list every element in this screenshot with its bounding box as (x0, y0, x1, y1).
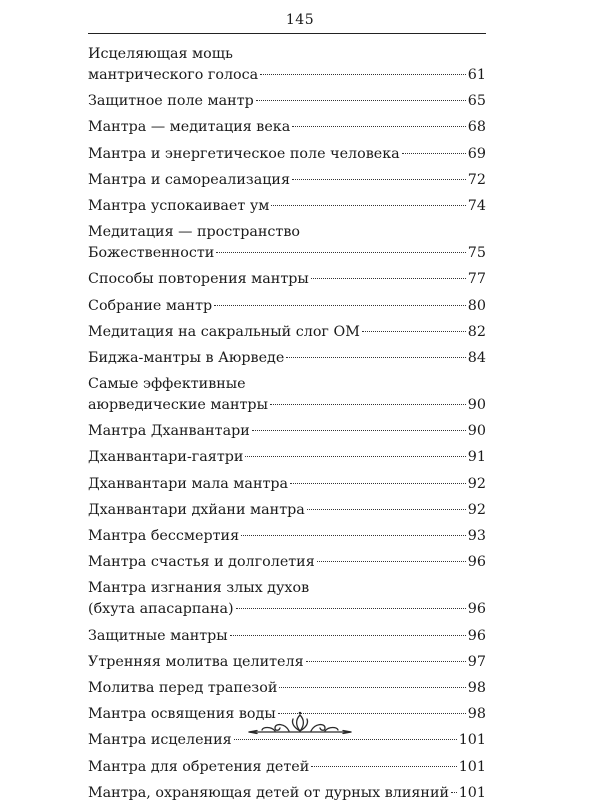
toc-entry-title: Мантра и энергетическое поле человека (88, 145, 400, 162)
toc-entry[interactable] (88, 447, 486, 468)
toc-entry-title: Способы повторения мантры (88, 271, 309, 288)
dot-leader (311, 278, 466, 279)
toc-entry-title: Дханвантари дхйани мантра (88, 501, 305, 518)
toc-entry-line (88, 170, 486, 191)
toc-entry-page: 101 (458, 784, 486, 801)
toc-entry-line (88, 91, 486, 112)
toc-entry-title: Мантра изгнания злых духов (88, 580, 310, 597)
toc-entry-page: 65 (467, 93, 486, 110)
toc-entry-line (88, 395, 486, 416)
toc-entry-page: 80 (467, 297, 486, 314)
dot-leader (260, 74, 466, 75)
dot-leader (402, 153, 466, 154)
toc-entry[interactable] (88, 500, 486, 521)
toc-entry-title: аюрведические мантры (88, 397, 268, 414)
dot-leader (252, 430, 466, 431)
toc-entry-line (88, 117, 486, 138)
dot-leader (311, 766, 456, 767)
dot-leader (279, 687, 465, 688)
toc-entry[interactable] (88, 552, 486, 573)
toc-entry[interactable] (88, 421, 486, 442)
toc-entry-title: Собрание мантр (88, 297, 213, 314)
toc-entry-page: 96 (467, 601, 486, 618)
toc-entry-page: 75 (467, 245, 486, 262)
toc-entry-line (88, 447, 486, 468)
toc-entry-title: Защитные мантры (88, 627, 228, 644)
toc-entry-title: Мантра, охраняющая детей от дурных влияний (88, 784, 450, 801)
toc-entry-title: Мантра успокаивает ум (88, 197, 270, 214)
toc-entry-title: Дханвантари мала мантра (88, 475, 289, 492)
toc-entry-line (88, 474, 486, 495)
dot-leader (307, 509, 466, 510)
toc-entry[interactable] (88, 652, 486, 673)
toc-entry[interactable] (88, 783, 486, 804)
toc-entry-title: Мантра для обретения детей (88, 758, 310, 775)
toc-entry-page: 77 (467, 271, 486, 288)
toc-entry-line (88, 552, 486, 573)
toc-entry-page: 72 (467, 171, 486, 188)
dot-leader (230, 635, 466, 636)
dot-leader (292, 126, 466, 127)
toc-entry-page: 91 (467, 449, 486, 466)
toc-entry-title: Исцеляющая мощь (88, 46, 233, 62)
toc-entry-line (88, 196, 486, 217)
toc-entry[interactable] (88, 44, 486, 86)
toc-entry-title: мантрического голоса (88, 67, 259, 83)
header-rule (88, 33, 486, 34)
toc-entry-line (88, 374, 486, 395)
toc-entry-line (88, 783, 486, 804)
toc-entry-line (88, 243, 486, 264)
toc-entry[interactable] (88, 526, 486, 547)
toc-entry-line (88, 500, 486, 521)
toc-entry[interactable] (88, 474, 486, 495)
toc-entry[interactable] (88, 222, 486, 264)
dot-leader (256, 100, 466, 101)
dot-leader (214, 305, 466, 306)
toc-entry[interactable] (88, 170, 486, 191)
toc-entry-line (88, 652, 486, 673)
toc-entry-page: 69 (467, 145, 486, 162)
toc-entry-page: 98 (467, 679, 486, 696)
toc-entry-page: 92 (467, 501, 486, 518)
toc-entry[interactable] (88, 196, 486, 217)
toc-entry-line (88, 348, 486, 369)
toc-entry-page: 92 (467, 475, 486, 492)
toc-entry-page: 84 (467, 349, 486, 366)
toc-entry-title: (бхута апасарпана) (88, 601, 234, 618)
toc-entry[interactable] (88, 144, 486, 165)
toc-entry-line (88, 296, 486, 317)
toc-entry[interactable] (88, 757, 486, 778)
dot-leader (216, 252, 466, 253)
toc-entry[interactable] (88, 322, 486, 343)
toc-entry-line (88, 421, 486, 442)
toc-entry[interactable] (88, 117, 486, 138)
toc-entry-page: 96 (467, 554, 486, 571)
toc-entry-title: Молитва перед трапезой (88, 679, 278, 696)
toc-entry-title: Мантра счастья и долголетия (88, 554, 315, 571)
toc-entry-line (88, 757, 486, 778)
toc-entry-line (88, 526, 486, 547)
toc-entry-line (88, 578, 486, 599)
toc-entry-page: 82 (467, 323, 486, 340)
toc-entry-title: Биджа-мантры в Аюрведе (88, 349, 285, 366)
toc-entry-page: 96 (467, 627, 486, 644)
toc-entry[interactable] (88, 578, 486, 620)
toc-entry-page: 101 (458, 732, 486, 749)
toc-entry-page: 93 (467, 528, 486, 544)
toc-entry-title: Мантра исцеления (88, 732, 232, 749)
toc-entry-title: Божественности (88, 245, 215, 262)
toc-entry-title: Медитация на сакральный слог ОМ (88, 323, 360, 340)
toc-entry-title: Мантра — медитация века (88, 119, 291, 136)
dot-leader (306, 661, 466, 662)
flourish-ornament-svg (245, 710, 355, 740)
dot-leader (317, 561, 466, 562)
toc-entry-line (88, 44, 486, 65)
toc-entry[interactable] (88, 374, 486, 416)
toc-entry-page: 101 (458, 758, 486, 775)
toc-entry-page: 98 (467, 706, 486, 723)
toc-entry[interactable] (88, 626, 486, 647)
dot-leader (241, 535, 466, 536)
toc-entry-title: Мантра Дханвантари (88, 423, 250, 440)
toc-entry-title: Утренняя молитва целителя (88, 653, 304, 670)
dot-leader (286, 357, 466, 358)
toc-entry-page: 90 (467, 423, 486, 440)
toc-entry[interactable] (88, 348, 486, 369)
flourish-ornament-icon (0, 710, 600, 740)
toc-entry-line (88, 65, 486, 86)
toc-entry-title: Дханвантари-гаятри (88, 449, 244, 466)
toc-entry-title: Мантра бессмертия (88, 528, 240, 544)
toc-entry-page: 97 (467, 653, 486, 670)
toc-entry[interactable] (88, 269, 486, 290)
toc-entry-page: 90 (467, 397, 486, 414)
toc-entry-page: 68 (467, 119, 486, 136)
toc-entry[interactable] (88, 296, 486, 317)
toc-entry-title: Мантра и самореализация (88, 171, 290, 188)
toc-entry-title: Медитация — пространство (88, 224, 300, 241)
dot-leader (270, 404, 466, 405)
toc-entry-line (88, 269, 486, 290)
toc-entry[interactable] (88, 91, 486, 112)
dot-leader (292, 179, 466, 180)
dot-leader (362, 331, 466, 332)
toc-entry-line (88, 626, 486, 647)
table-of-contents (88, 44, 486, 804)
dot-leader (271, 205, 465, 206)
toc-entry-title: Защитное поле мантр (88, 93, 254, 110)
toc-entry-title: Самые эффективные (88, 376, 246, 393)
toc-entry-line (88, 222, 486, 243)
page-number: 145 (285, 12, 315, 28)
toc-entry-line (88, 678, 486, 699)
toc-entry-page: 74 (467, 197, 486, 214)
toc-entry-line (88, 322, 486, 343)
dot-leader (451, 792, 457, 793)
dot-leader (245, 456, 465, 457)
dot-leader (290, 483, 466, 484)
toc-entry[interactable] (88, 678, 486, 699)
toc-entry-line (88, 144, 486, 165)
toc-entry-title: Мантра освящения воды (88, 706, 276, 723)
toc-entry-line (88, 599, 486, 620)
toc-entry-page: 61 (467, 67, 486, 83)
dot-leader (236, 608, 466, 609)
